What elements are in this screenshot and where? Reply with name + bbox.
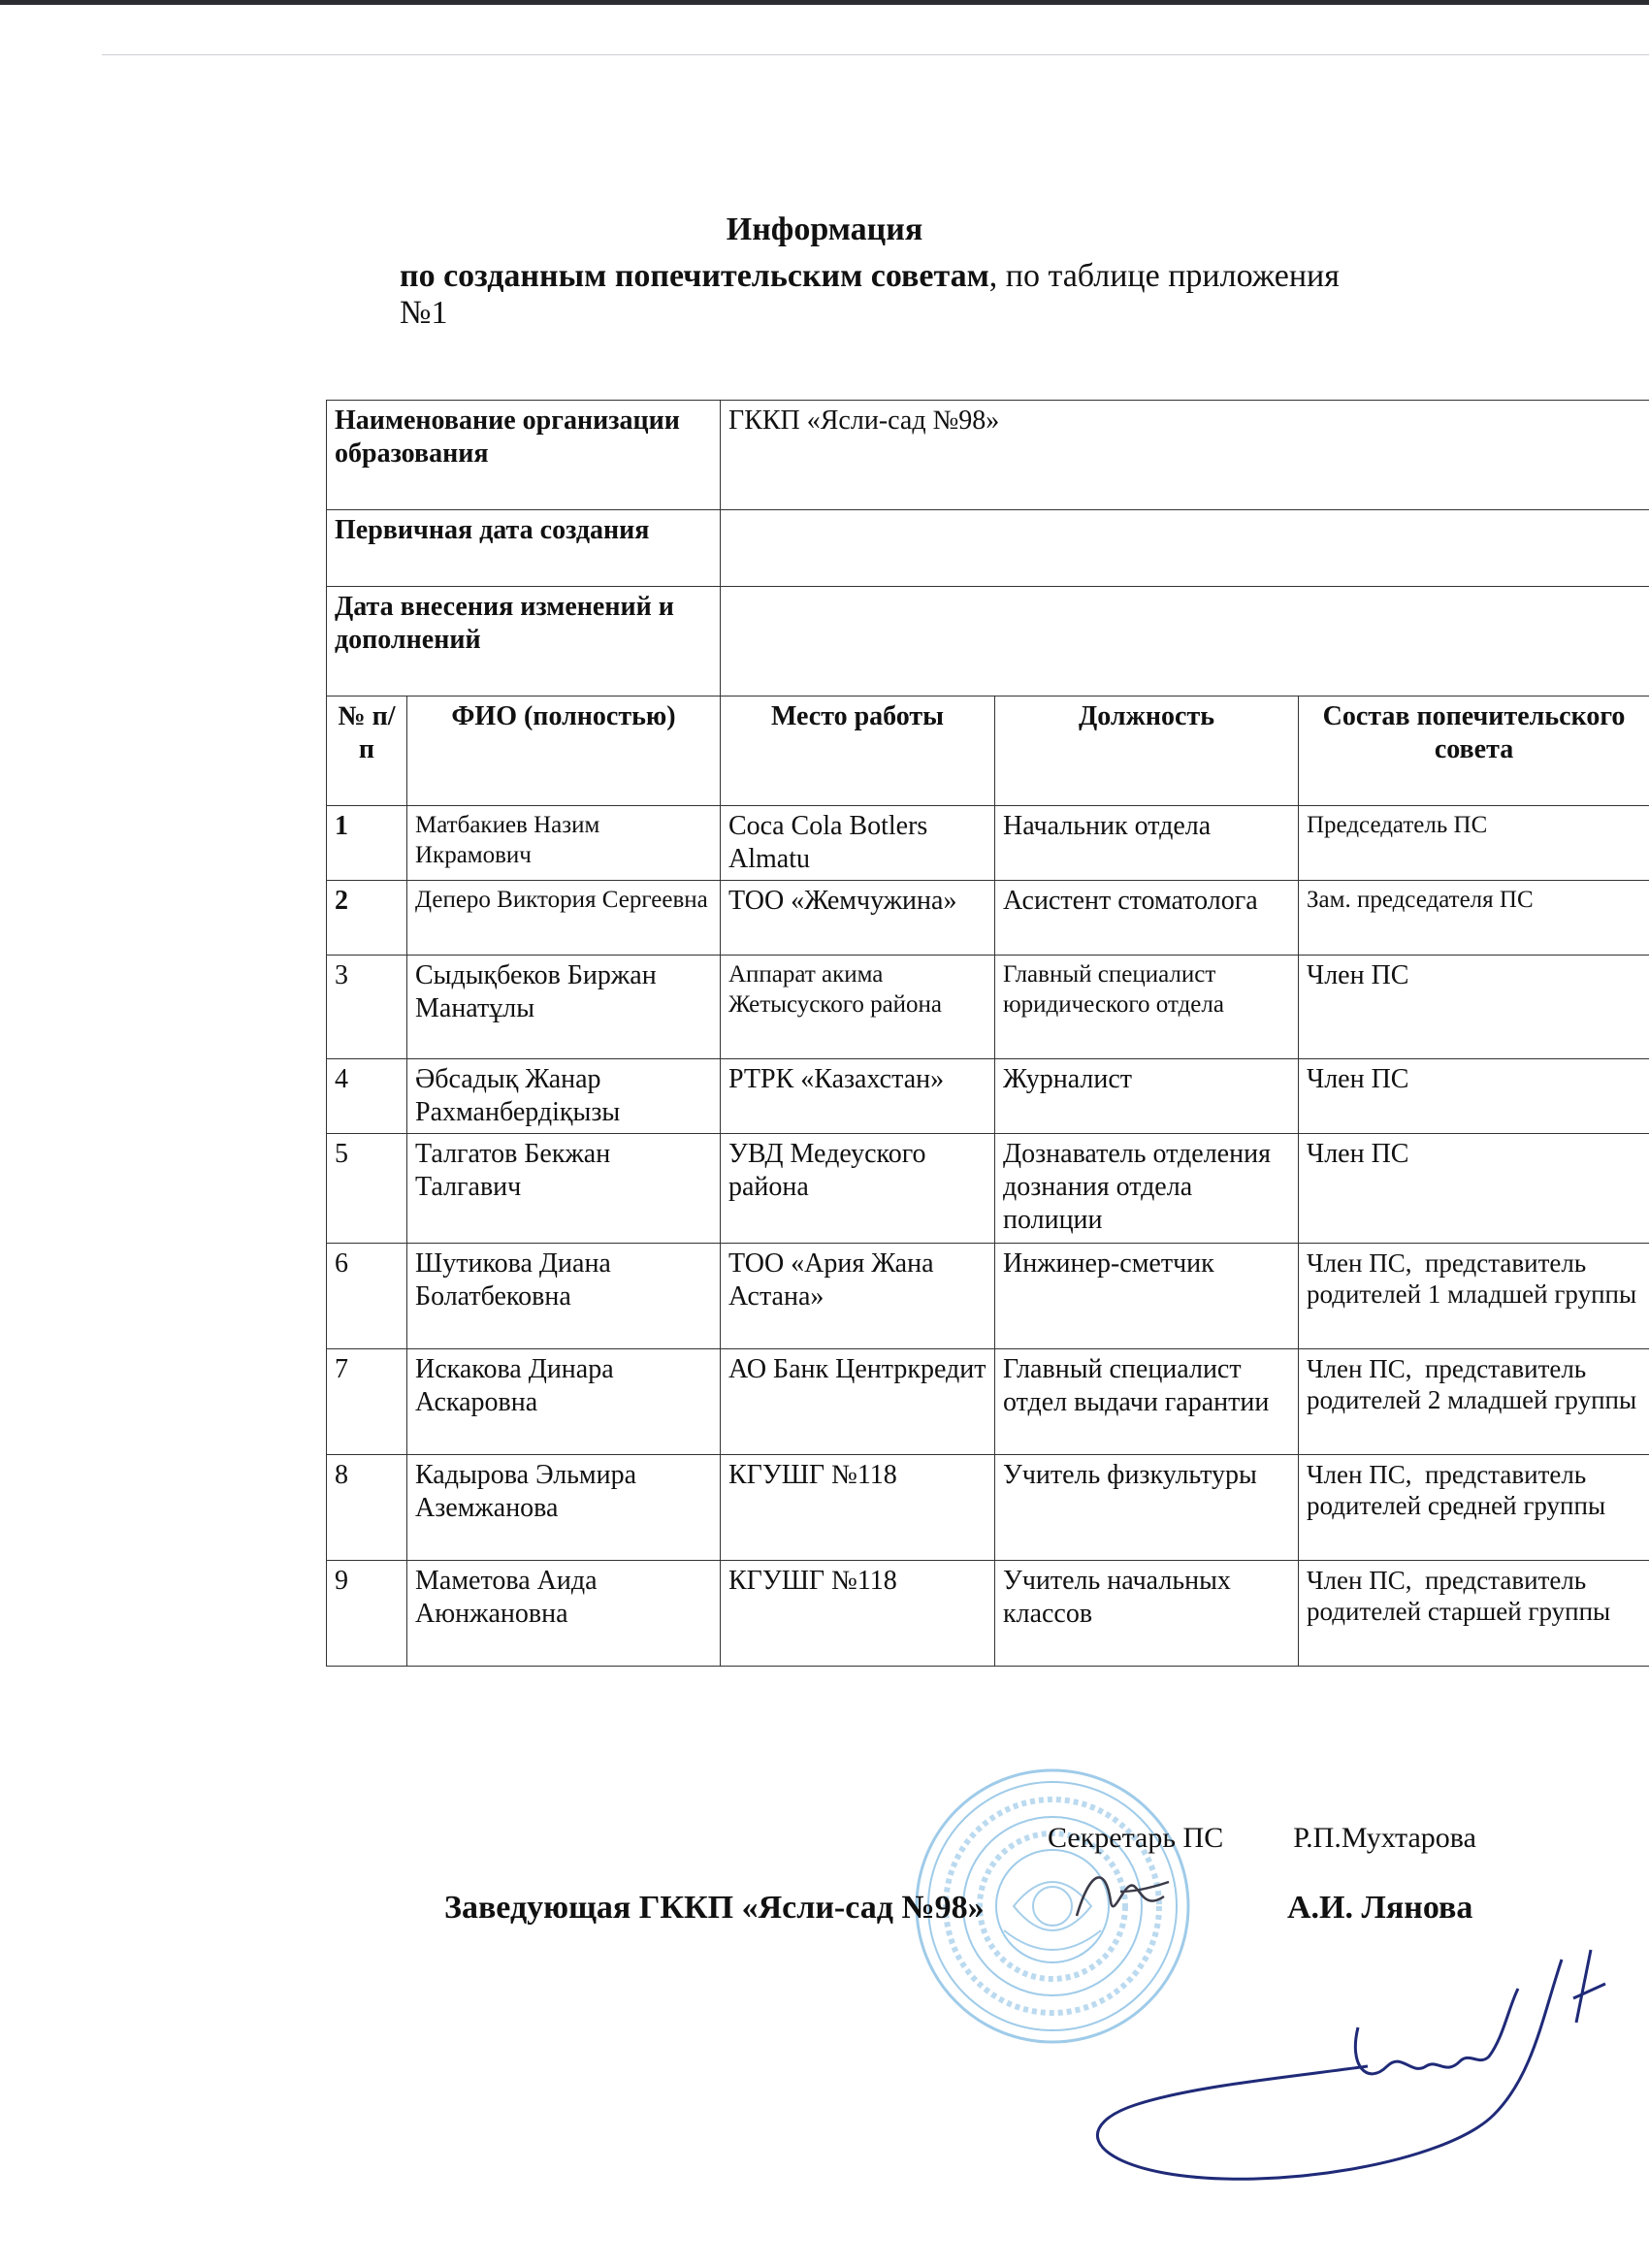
row-position: Учитель начальных классов <box>995 1561 1299 1667</box>
row-fio: Деперо Виктория Сергеевна <box>407 881 721 956</box>
header-work: Место работы <box>721 697 995 806</box>
org-label: Наименование организации образования <box>327 401 721 510</box>
row-num: 4 <box>327 1059 407 1134</box>
created-label: Первичная дата создания <box>327 510 721 587</box>
row-num: 3 <box>327 956 407 1059</box>
document-subtitle <box>0 258 1370 332</box>
created-row <box>327 510 1649 587</box>
changes-value <box>721 587 1649 697</box>
row-work: Аппарат акима Жетысуского района <box>721 956 995 1059</box>
row-fio: Сыдықбеков Биржан Манатұлы <box>407 956 721 1059</box>
row-work: КГУШГ №118 <box>721 1561 995 1667</box>
row-role-main: Председатель ПС <box>1307 812 1488 838</box>
row-work: ТОО «Жемчужина» <box>721 881 995 956</box>
trustee-council-table <box>326 400 1649 1667</box>
row-num: 6 <box>327 1244 407 1349</box>
header-fio: ФИО (полностью) <box>407 697 721 806</box>
row-role <box>1299 1059 1649 1134</box>
row-work: АО Банк Центркредит <box>721 1349 995 1455</box>
row-work: КГУШГ №118 <box>721 1455 995 1561</box>
subtitle-rest: , по таблице приложения №1 <box>400 258 1340 331</box>
header-num: № п/п <box>327 697 407 806</box>
row-position: Главный специалист отдел выдачи гарантии <box>995 1349 1299 1455</box>
row-num: 1 <box>327 806 407 881</box>
row-role <box>1299 806 1649 881</box>
director-name: А.И. Лянова <box>1287 1890 1473 1926</box>
document-title: Информация <box>726 211 923 247</box>
row-fio: Әбсадық Жанар Рахманбердіқызы <box>407 1059 721 1134</box>
row-num: 7 <box>327 1349 407 1455</box>
row-fio: Шутикова Диана Болатбековна <box>407 1244 721 1349</box>
header-council: Состав попечительского совета <box>1299 697 1649 806</box>
table-row <box>327 1059 1649 1134</box>
table-header-row <box>327 697 1649 806</box>
row-position: Асистент стоматолога <box>995 881 1299 956</box>
row-position: Учитель физкультуры <box>995 1455 1299 1561</box>
row-num: 8 <box>327 1455 407 1561</box>
row-position: Дознаватель отделения дознания отдела полиции <box>995 1134 1299 1244</box>
director-title: Заведующая ГККП «Ясли-сад №98» <box>444 1890 985 1926</box>
row-role <box>1299 1561 1649 1667</box>
director-signature <box>1067 1858 1174 1935</box>
secretary-name: Р.П.Мухтарова <box>1293 1822 1476 1854</box>
row-num: 9 <box>327 1561 407 1667</box>
row-fio: Матбакиев Назим Икрамович <box>407 806 721 881</box>
row-fio: Кадырова Эльмира Аземжанова <box>407 1455 721 1561</box>
secretary-line <box>1048 1822 1476 1855</box>
header-position: Должность <box>995 697 1299 806</box>
secretary-signature <box>1077 1930 1630 2192</box>
row-num: 2 <box>327 881 407 956</box>
table-row <box>327 806 1649 881</box>
row-work: РТРК «Казахстан» <box>721 1059 995 1134</box>
scan-border <box>0 0 1649 5</box>
row-role <box>1299 956 1649 1059</box>
row-role <box>1299 1134 1649 1244</box>
table-row <box>327 1134 1649 1244</box>
org-value: ГККП «Ясли-сад №98» <box>721 401 1649 510</box>
row-role-main: Член ПС, <box>1307 1248 1412 1278</box>
created-value <box>721 510 1649 587</box>
row-work: Coca Cola Botlers Almatu <box>721 806 995 881</box>
row-role-main: Член ПС <box>1307 960 1409 990</box>
row-role-main: Член ПС <box>1307 1139 1409 1169</box>
row-num: 5 <box>327 1134 407 1244</box>
scan-artifact-line <box>102 54 1649 55</box>
secretary-title: Секретарь ПС <box>1048 1822 1224 1854</box>
row-role <box>1299 1349 1649 1455</box>
table-row <box>327 1455 1649 1561</box>
row-role-main: Член ПС, <box>1307 1460 1412 1489</box>
table-row <box>327 1349 1649 1455</box>
row-fio: Талгатов Бекжан Талгавич <box>407 1134 721 1244</box>
row-role-extra: представитель родителей средней группы <box>1307 1460 1606 1520</box>
row-role-main: Член ПС <box>1307 1064 1409 1094</box>
row-role-extra: представитель родителей 1 младшей группы <box>1307 1248 1637 1309</box>
row-role-main: Зам. председателя ПС <box>1307 887 1534 913</box>
row-role <box>1299 1244 1649 1349</box>
changes-label: Дата внесения изменений и дополнений <box>327 587 721 697</box>
table-row <box>327 881 1649 956</box>
row-work: УВД Медеуского района <box>721 1134 995 1244</box>
row-position: Начальник отдела <box>995 806 1299 881</box>
row-role <box>1299 881 1649 956</box>
row-role-main: Член ПС, <box>1307 1566 1412 1595</box>
row-role-extra: представитель родителей 2 младшей группы <box>1307 1354 1637 1414</box>
row-fio: Маметова Аида Аюнжановна <box>407 1561 721 1667</box>
table-row <box>327 1244 1649 1349</box>
row-position: Главный специалист юридического отдела <box>995 956 1299 1059</box>
changes-row <box>327 587 1649 697</box>
row-work: ТОО «Ария Жана Астана» <box>721 1244 995 1349</box>
row-role-extra: представитель родителей старшей группы <box>1307 1566 1611 1626</box>
row-position: Журналист <box>995 1059 1299 1134</box>
org-row <box>327 401 1649 510</box>
row-fio: Искакова Динара Аскаровна <box>407 1349 721 1455</box>
table-row <box>327 956 1649 1059</box>
subtitle-bold: по созданным попечительским советам <box>400 258 989 294</box>
table-row <box>327 1561 1649 1667</box>
row-role <box>1299 1455 1649 1561</box>
row-role-main: Член ПС, <box>1307 1354 1412 1383</box>
row-position: Инжинер-сметчик <box>995 1244 1299 1349</box>
